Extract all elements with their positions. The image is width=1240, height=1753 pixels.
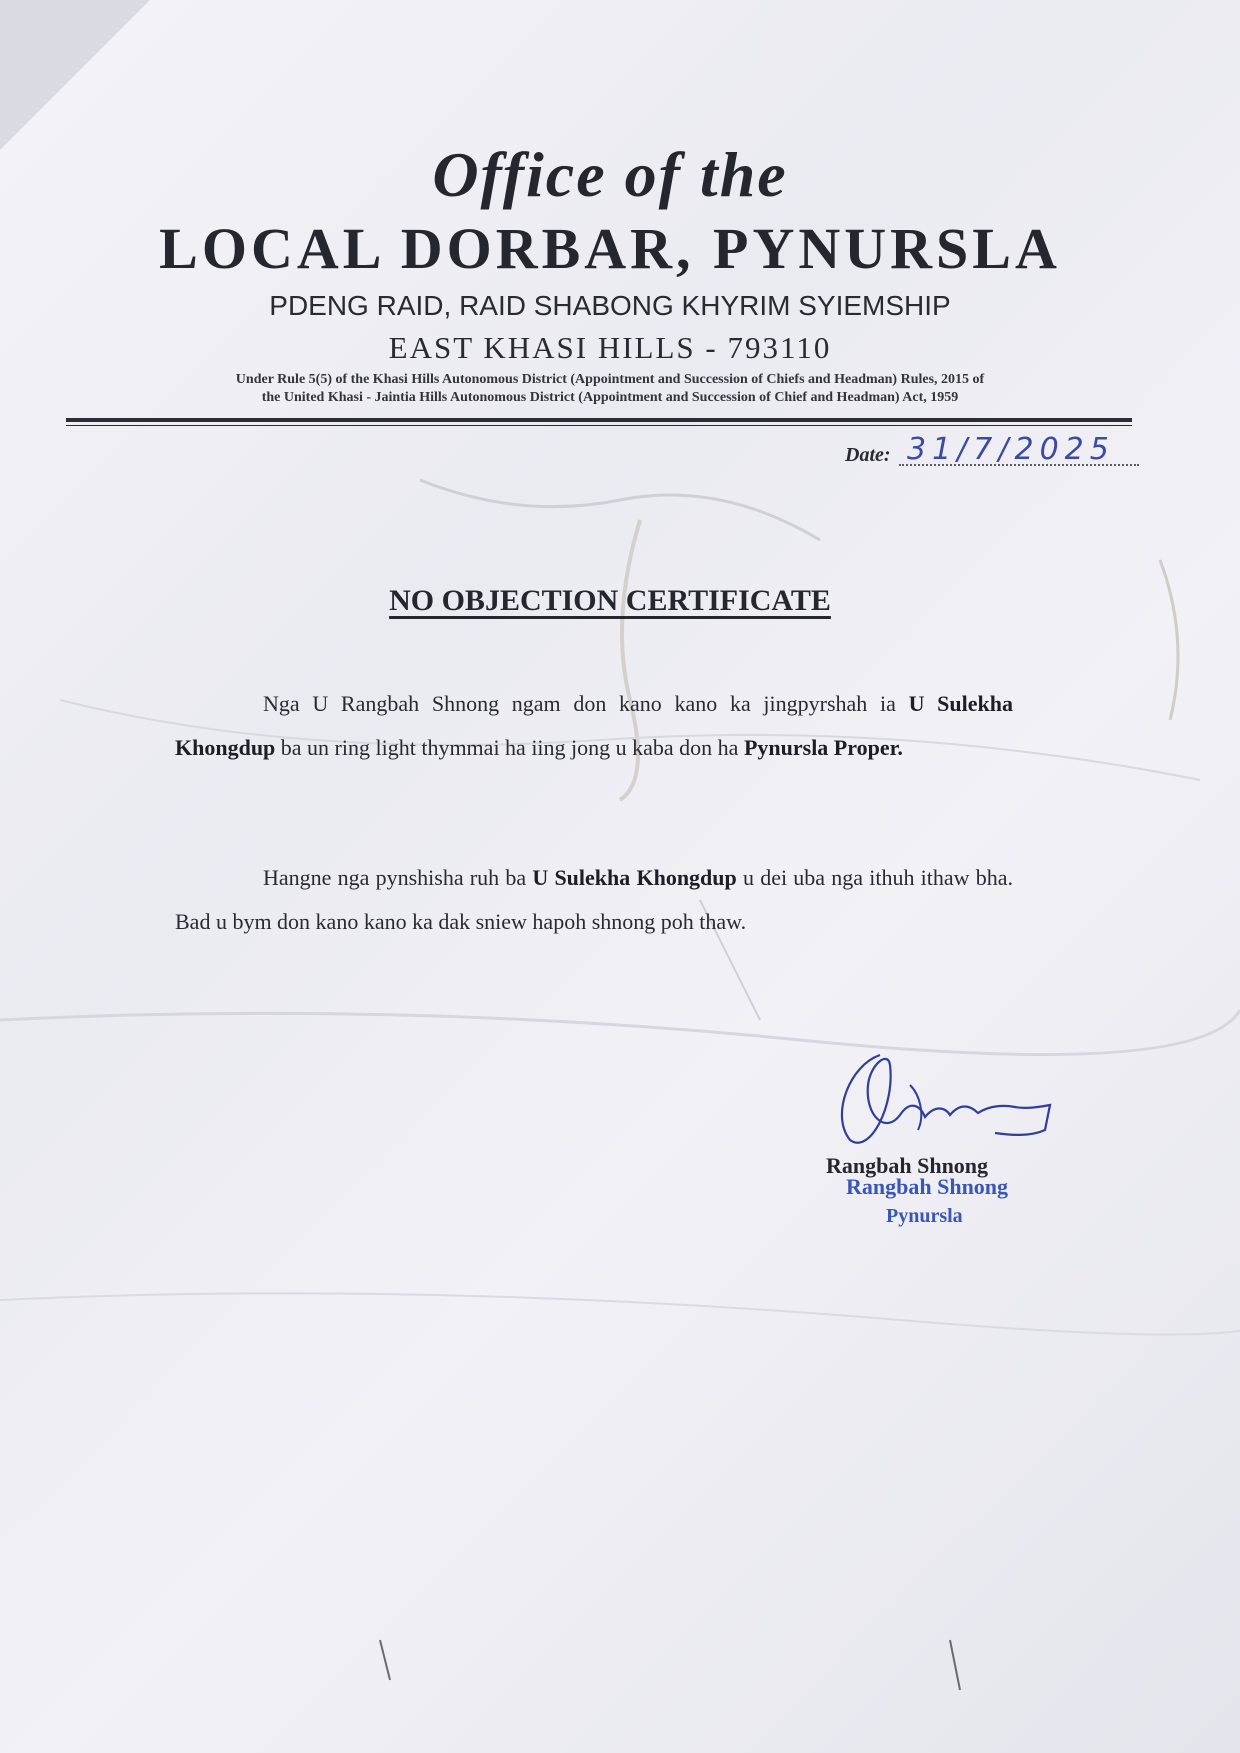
para1-text-1: Nga U Rangbah Shnong ngam don kano kano ka jingpyrshah ia — [263, 691, 896, 716]
para2-text-2: u dei uba nga ithuh ithaw bha. Bad u bym don kano kano ka dak sniew hapoh shnong poh thaw. — [175, 865, 1014, 934]
header-divider — [66, 418, 1132, 422]
para1-place: Pynursla Proper. — [743, 735, 903, 760]
certificate-title-text: NO OBJECTION CERTIFICATE — [389, 584, 831, 617]
paragraph-1 — [175, 682, 1013, 770]
stamp-line-1: Rangbah Shnong — [846, 1174, 1009, 1199]
para1-name: U Sulekha Khongdup — [175, 691, 1013, 760]
para1-text-2: ba un ring light thymmai ha iing jong u kaba don ha — [280, 735, 739, 760]
date-label: Date: — [845, 444, 891, 466]
rule-note-line-2: the United Khasi - Jaintia Hills Autonomous District (Appointment and Succession of Chief and Headman) Act, 1959 — [261, 390, 959, 405]
certificate-title — [0, 584, 1220, 618]
dorbar-heading: LOCAL DORBAR, PYNURSLA — [159, 216, 1061, 281]
signature-designation: Rangbah Shnong — [826, 1153, 989, 1178]
stamp-line-2: Pynursla — [886, 1205, 963, 1227]
header-divider-thin — [66, 425, 1132, 426]
folded-corner — [0, 0, 150, 150]
rule-note-line-1: Under Rule 5(5) of the Khasi Hills Autonomous District (Appointment and Succession of Chiefs and Headman) Rules, 2015 of — [235, 372, 985, 387]
date-handwritten-value: 31/7/2025 — [907, 432, 1115, 467]
para2-name: U Sulekha Khongdup — [532, 865, 737, 890]
office-heading: Office of the — [432, 139, 788, 210]
address-line-1: PDENG RAID, RAID SHABONG KHYRIM SYIEMSHIP — [269, 290, 951, 321]
paragraph-2 — [175, 856, 1013, 944]
para2-text-1: Hangne nga pynshisha ruh ba — [263, 865, 527, 890]
address-line-2: EAST KHASI HILLS - 793110 — [388, 330, 832, 365]
handwritten-signature — [810, 1045, 1070, 1145]
rule-note — [120, 371, 1100, 407]
date-field — [845, 432, 1145, 480]
